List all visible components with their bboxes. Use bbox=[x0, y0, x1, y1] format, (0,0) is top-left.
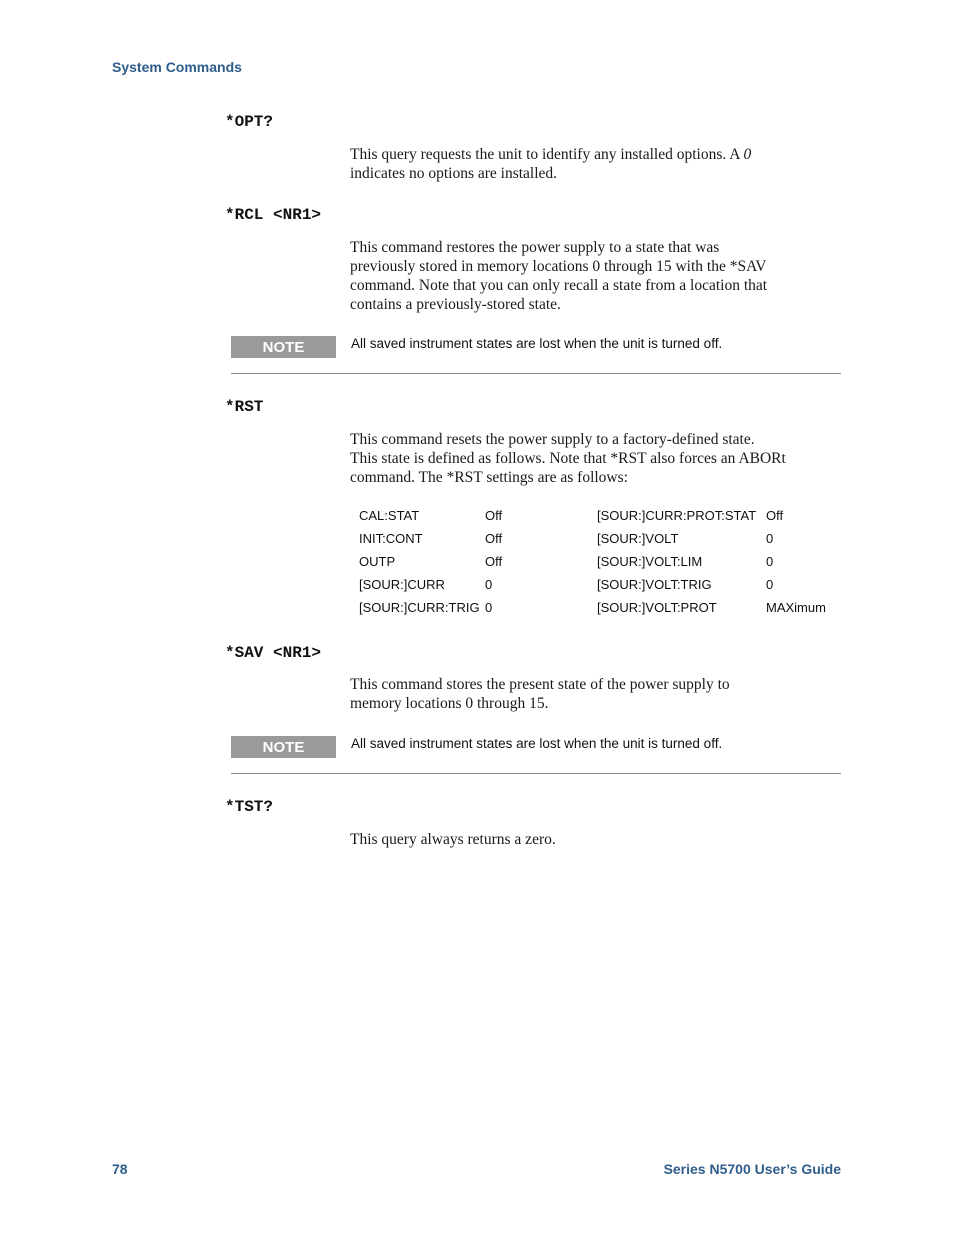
table-row bbox=[359, 551, 839, 574]
table-row bbox=[359, 597, 839, 620]
sav-description bbox=[350, 675, 830, 713]
table-cell: [SOUR:]VOLT bbox=[597, 531, 679, 546]
rcl-description bbox=[350, 238, 830, 314]
rst-line: command. The *RST settings are as follows: bbox=[350, 469, 628, 486]
page-number: 78 bbox=[112, 1161, 128, 1177]
table-cell: INIT:CONT bbox=[359, 531, 423, 546]
table-cell: [SOUR:]VOLT:TRIG bbox=[597, 577, 712, 592]
note-text: All saved instrument states are lost when the unit is turned off. bbox=[351, 736, 723, 751]
table-cell: Off bbox=[485, 508, 503, 523]
note-text: All saved instrument states are lost when the unit is turned off. bbox=[351, 336, 723, 351]
note-badge: NOTE bbox=[231, 736, 336, 758]
table-cell: [SOUR:]CURR:PROT:STAT bbox=[597, 508, 757, 523]
table-row bbox=[359, 528, 839, 551]
table-cell: 0 bbox=[766, 577, 774, 592]
rst-line: This command resets the power supply to a factory-defined state. bbox=[350, 431, 755, 448]
divider bbox=[231, 773, 841, 774]
rst-description bbox=[350, 430, 830, 487]
table-cell: [SOUR:]VOLT:PROT bbox=[597, 600, 717, 615]
running-header: System Commands bbox=[112, 59, 242, 75]
sav-line: This command stores the present state of the power supply to bbox=[350, 676, 730, 693]
table-cell: MAXimum bbox=[766, 600, 826, 615]
guide-title: Series N5700 User’s Guide bbox=[663, 1161, 841, 1177]
rcl-line: contains a previously-stored state. bbox=[350, 296, 561, 313]
table-cell: 0 bbox=[485, 577, 493, 592]
note-badge: NOTE bbox=[231, 336, 336, 358]
command-heading-tst: *TST? bbox=[225, 798, 274, 816]
command-heading-rst: *RST bbox=[225, 398, 264, 416]
sav-line: memory locations 0 through 15. bbox=[350, 695, 549, 712]
table-row bbox=[359, 505, 839, 528]
rst-settings-table bbox=[359, 505, 839, 620]
opt-text-a: This query requests the unit to identify any installed options. A bbox=[350, 146, 744, 163]
table-cell: Off bbox=[766, 508, 784, 523]
rcl-line: This command restores the power supply to a state that was bbox=[350, 239, 720, 256]
tst-description: This query always returns a zero. bbox=[350, 831, 556, 848]
table-cell: 0 bbox=[766, 531, 774, 546]
opt-text-em: 0 bbox=[743, 146, 752, 163]
table-cell: 0 bbox=[485, 600, 493, 615]
table-cell: [SOUR:]VOLT:LIM bbox=[597, 554, 703, 569]
command-heading-sav: *SAV <NR1> bbox=[225, 644, 322, 662]
rcl-line: command. Note that you can only recall a state from a location that bbox=[350, 277, 768, 294]
table-cell: Off bbox=[485, 531, 503, 546]
opt-text-b: indicates no options are installed. bbox=[350, 165, 558, 182]
rcl-line: previously stored in memory locations 0 through 15 with the *SAV bbox=[350, 258, 767, 275]
divider bbox=[231, 373, 841, 374]
command-heading-rcl: *RCL <NR1> bbox=[225, 206, 322, 224]
table-cell: [SOUR:]CURR bbox=[359, 577, 445, 592]
rst-line: This state is defined as follows. Note that *RST also forces an ABORt bbox=[350, 450, 786, 467]
opt-description bbox=[350, 145, 830, 183]
table-cell: [SOUR:]CURR:TRIG bbox=[359, 600, 480, 615]
table-cell: Off bbox=[485, 554, 503, 569]
table-cell: 0 bbox=[766, 554, 774, 569]
table-cell: OUTP bbox=[359, 554, 396, 569]
table-cell: CAL:STAT bbox=[359, 508, 420, 523]
command-heading-opt: *OPT? bbox=[225, 113, 274, 131]
table-row bbox=[359, 574, 839, 597]
